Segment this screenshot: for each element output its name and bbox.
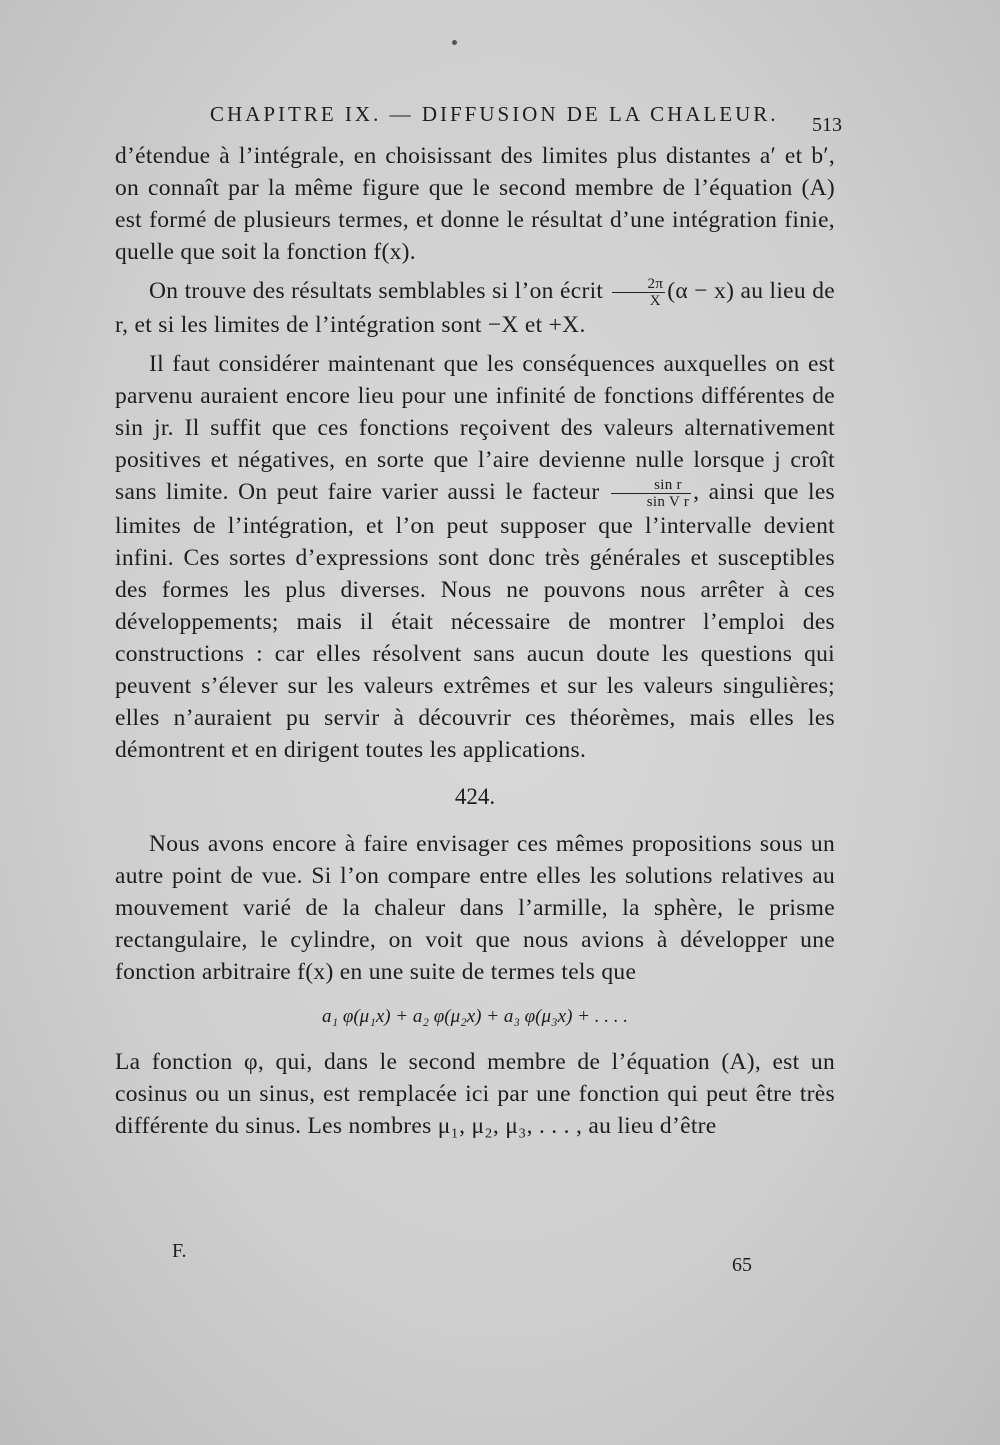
paragraph-3-text-b: , ainsi que les limites de l’intégration, et l’on peut supposer que l’intervalle devient infini. Ces sortes d’expressions sont donc très générales et susceptibles des formes les plus diverses. Nous ne pouvons nous arrêter à ces développements; mais il était nécessaire de montrer l’emploi des constructions : car elles résolvent sans aucun doute les questions qui peuvent s’élever sur les valeurs extrêmes et sur les valeurs singulières; elles n’auraient pu servir à découvrir ces théorèmes, mais elles les démontrent et en dirigent toutes les applications. bbox=[115, 479, 836, 764]
paragraph-2-text-a: On trouve des résultats semblables si l’on écrit bbox=[149, 278, 610, 304]
chapter-title: CHAPITRE IX. — DIFFUSION DE LA CHALEUR. bbox=[210, 102, 779, 126]
sheet-number: 65 bbox=[732, 1254, 752, 1276]
series-formula: a₁ φ(μ₁x) + a₂ φ(μ₂x) + a₃ φ(μ₃x) + . . . . bbox=[321, 1006, 628, 1028]
paragraph-2-text-b: (α − x) au lieu de r, et si les limites de l’intégration sont −X et +X. bbox=[115, 278, 835, 339]
paragraph-1: d’étendue à l’intégrale, en choisissant des limites plus distantes a′ et b′, on connaît par la même figure que le second membre de l’équation (A) est formé de plusieurs termes, et donne le résultat d’une intégration finie, quelle que soit la fonction f(x). bbox=[115, 143, 835, 265]
signature-mark: F. bbox=[172, 1240, 187, 1262]
paragraph-4: Nous avons encore à faire envisager ces mêmes propositions sous un autre point de vue. Si l’on compare entre elles les solutions relatives au mouvement varié de la chaleur dans l’armille, la sphère, le prisme rectangulaire, le cylindre, on voit que nous avions à développer une fonction arbitraire f(x) en une suite de termes tels que bbox=[115, 831, 835, 986]
page-footer bbox=[172, 1240, 752, 1280]
fraction-numerator: sin r bbox=[611, 477, 691, 494]
page-number: 513 bbox=[812, 114, 842, 136]
paragraph-3-text-a: Il faut considérer maintenant que les conséquences auxquelles on est parvenu auraient encore lieu pour une infinité de fonctions différentes de sin jr. Il suffit que ces fonctions reçoivent des valeurs alternativement positives et négatives, en sorte que l’aire devienne nulle lorsque j croît sans limite. On peut faire varier aussi le facteur bbox=[115, 351, 835, 506]
section-number: 424. bbox=[454, 784, 496, 810]
fraction-numerator: 2π bbox=[612, 276, 666, 293]
fraction-denominator: X bbox=[649, 293, 661, 310]
paragraph-3 bbox=[115, 348, 835, 766]
paragraph-5: La fonction φ, qui, dans le second membre de l’équation (A), est un cosinus ou un sinus, est remplacée ici par une fonction qui peut être très différente du sinus. Les nombres μ₁, μ₂, μ₃, . . . , au lieu d’être bbox=[115, 1049, 835, 1140]
paragraph-2 bbox=[115, 275, 835, 341]
fraction-denominator: sin V r bbox=[646, 494, 690, 511]
fraction-sinr-over-sinvr bbox=[611, 477, 691, 510]
running-header bbox=[210, 102, 842, 142]
fraction-2pi-over-x bbox=[612, 276, 666, 309]
page-body bbox=[115, 140, 835, 1142]
ink-dot bbox=[452, 40, 457, 45]
